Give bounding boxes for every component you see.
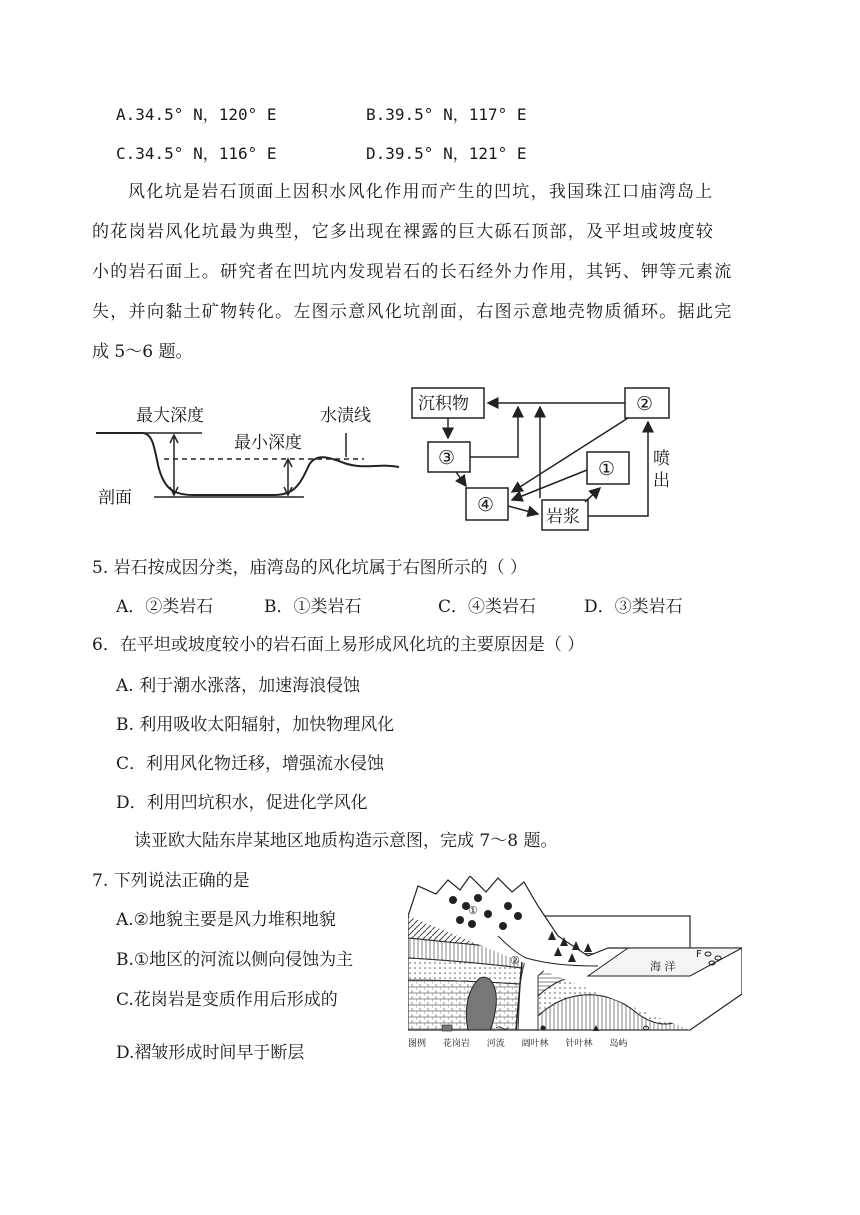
geo-label-ocean: 海 洋	[650, 960, 676, 973]
q7-option-a: A.②地貌主要是风力堆积地貌	[116, 910, 336, 930]
legend-island: 岛屿	[609, 1039, 628, 1049]
q4-option-c: C.34.5° N，116° E	[116, 144, 277, 163]
passage1-line4: 失，并向黏土矿物转化。左图示意风化坑剖面，右图示意地壳物质循环。据此完	[92, 302, 733, 322]
box-2: ②	[636, 393, 654, 415]
box-3: ③	[438, 447, 456, 469]
q4-option-a: A.34.5° N，120° E	[116, 105, 277, 124]
legend-granite: 花岗岩	[442, 1039, 470, 1049]
passage2: 读亚欧大陆东岸某地区地质构造示意图，完成 7～8 题。	[134, 831, 558, 851]
passage1-line3: 小的岩石面上。研究者在凹坑内发现岩石的长石经外力作用，其钙、钾等元素流	[92, 262, 733, 282]
label-section: 剖面	[98, 488, 132, 508]
q5-stem: 5. 岩石按成因分类，庙湾岛的风化坑属于右图所示的（ ）	[92, 558, 528, 578]
q7-stem: 7. 下列说法正确的是	[92, 871, 250, 891]
q5-option-d: D．③类岩石	[584, 597, 683, 617]
q6-option-c: C．利用风化物迁移，增强流水侵蚀	[116, 754, 385, 774]
passage1-line2: 的花岗岩风化坑最为典型，它多出现在裸露的巨大砾石顶部，及平坦或坡度较	[92, 222, 715, 242]
q5-option-b: B．①类岩石	[264, 597, 362, 617]
geo-legend	[408, 1036, 627, 1049]
legend-conifer: 针叶林	[565, 1039, 593, 1049]
q4-option-b: B.39.5° N，117° E	[366, 105, 527, 124]
box-4: ④	[477, 494, 495, 516]
q5-option-a: A．②类岩石	[116, 597, 214, 617]
geo-label-1: ①	[468, 904, 478, 917]
geology-block-diagram	[408, 876, 742, 1036]
geo-label-2: ②	[510, 954, 520, 967]
q6-stem: 6．在平坦或坡度较小的岩石面上易形成风化坑的主要原因是（ ）	[92, 635, 585, 655]
legend-river: 河流	[486, 1039, 505, 1049]
q6-option-d: D．利用凹坑积水，促进化学风化	[116, 793, 368, 813]
box-magma: 岩浆	[546, 507, 580, 527]
q6-option-b: B. 利用吸收太阳辐射，加快物理风化	[116, 715, 395, 735]
box-sediment: 沉积物	[418, 394, 469, 414]
q6-option-a: A. 利于潮水涨落，加速海浪侵蚀	[116, 676, 361, 696]
legend-broadleaf: 阔叶林	[521, 1039, 549, 1049]
passage1-line5: 成 5～6 题。	[92, 342, 193, 362]
q7-option-b: B.①地区的河流以侧向侵蚀为主	[116, 950, 354, 970]
legend-title: 图例	[408, 1039, 427, 1049]
q5-option-c: C．④类岩石	[438, 597, 537, 617]
label-max-depth: 最大深度	[136, 406, 204, 426]
label-min-depth: 最小深度	[234, 433, 302, 453]
box-1: ①	[598, 458, 616, 480]
label-water-line: 水渍线	[320, 406, 371, 426]
q4-option-d: D.39.5° N，121° E	[366, 144, 527, 163]
geo-label-f: F	[696, 949, 702, 960]
label-eruption: 喷出	[653, 449, 670, 491]
passage1-line1: 风化坑是岩石顶面上因积水风化作用而产生的凹坑，我国珠江口庙湾岛上	[128, 182, 714, 202]
q7-option-c: C.花岗岩是变质作用后形成的	[116, 990, 338, 1010]
q7-option-d: D.褶皱形成时间早于断层	[116, 1043, 305, 1063]
